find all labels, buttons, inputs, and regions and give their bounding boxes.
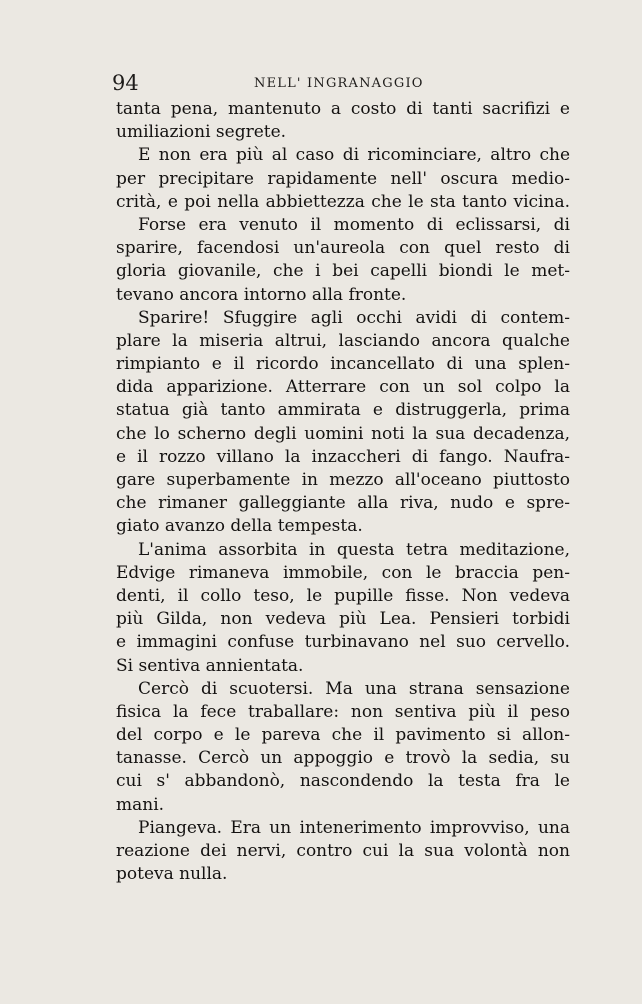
text-line: poteva nulla. [116, 864, 228, 885]
text-line: più Gilda, non vedeva più Lea. Pensieri torbidi [116, 609, 570, 630]
text-line: che rimaner galleggiante alla riva, nudo e spre- [116, 493, 570, 514]
running-head: NELL' INGRANAGGIO [254, 76, 424, 91]
text-line: gloria giovanile, che i bei capelli biondi le met- [116, 261, 570, 282]
text-line: rimpianto e il ricordo incancellato di una splen- [116, 354, 570, 375]
text-line: del corpo e le pareva che il pavimento si allon- [116, 725, 570, 746]
text-line: e il rozzo villano la inzaccheri di fango. Naufra- [116, 446, 570, 467]
text-line: L'anima assorbita in questa tetra meditazione, [138, 539, 570, 560]
text-line: Forse era venuto il momento di eclissarsi, di [138, 214, 570, 235]
text-line: plare la miseria altrui, lasciando ancora qualche [116, 330, 570, 351]
text-line: tevano ancora intorno alla fronte. [116, 284, 407, 305]
text-line: umiliazioni segrete. [116, 122, 287, 143]
text-line: Sparire! Sfuggire agli occhi avidi di contem- [138, 307, 570, 328]
text-line: sparire, facendosi un'aureola con quel resto di [116, 238, 570, 259]
text-line: cui s' abbandonò, nascondendo la testa fra le [116, 771, 570, 792]
text-line: crità, e poi nella abbiettezza che le sta tanto vicina. [116, 191, 570, 212]
text-line: E non era più al caso di ricominciare, altro che [138, 145, 570, 166]
page-number: 94 [112, 71, 139, 95]
text-line: mani. [116, 794, 165, 815]
text-line: che lo scherno degli uomini noti la sua decadenza, [116, 423, 570, 444]
text-line: per precipitare rapidamente nell' oscura medio- [116, 168, 570, 189]
text-line: Piangeva. Era un intenerimento improvviso, una [138, 817, 570, 838]
text-line: reazione dei nervi, contro cui la sua volontà non [116, 841, 570, 861]
text-line: tanta pena, mantenuto a costo di tanti sacrifizi e [116, 99, 570, 119]
text-line: denti, il collo teso, le pupille fisse. Non vedeva [116, 585, 570, 606]
text-line: statua già tanto ammirata e distruggerla, prima [116, 400, 570, 421]
text-line: giato avanzo della tempesta. [116, 516, 363, 537]
text-line: Si sentiva annientata. [116, 655, 304, 676]
page-header [112, 70, 582, 96]
text-line: dida apparizione. Atterrare con un sol colpo la [116, 377, 570, 398]
text-line: Cercò di scuotersi. Ma una strana sensazione [138, 678, 570, 699]
text-line: e immagini confuse turbinavano nel suo cervello. [116, 632, 570, 653]
text-line: Edvige rimaneva immobile, con le braccia pen- [116, 562, 570, 583]
text-line: fisica la fece traballare: non sentiva più il peso [116, 701, 570, 722]
text-line: gare superbamente in mezzo all'oceano piuttosto [116, 470, 570, 490]
text-line: tanasse. Cercò un appoggio e trovò la sedia, su [116, 748, 570, 769]
body-text [116, 98, 570, 886]
